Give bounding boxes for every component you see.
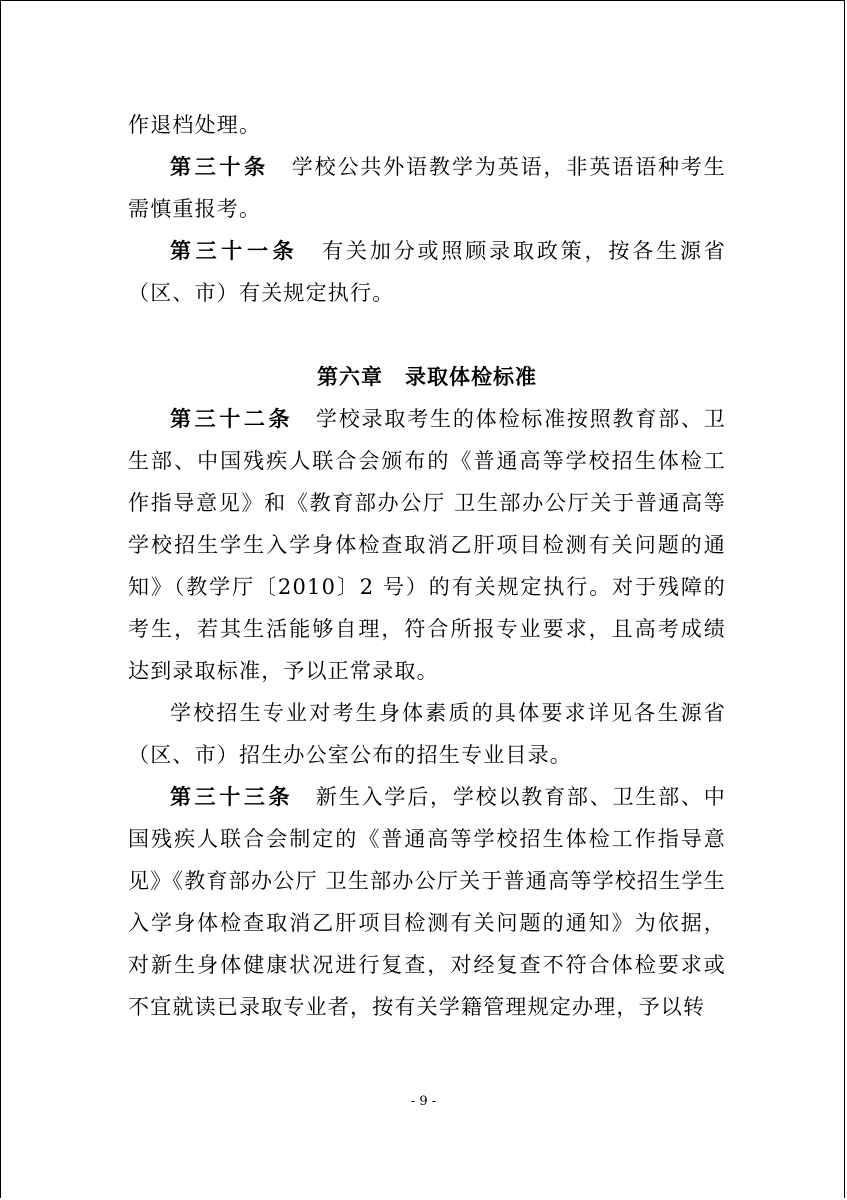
article-31-text: 有关加分或照顾录取政策，按各生源省（区、市）有关规定执行。 xyxy=(128,239,727,305)
document-body xyxy=(128,104,726,1028)
article-30-text: 学校公共外语教学为英语，非英语语种考生需慎重报考。 xyxy=(128,155,726,221)
paragraph-physical-requirements: 学校招生专业对考生身体素质的具体要求详见各生源省（区、市）招生办公室公布的招生专业目录。 xyxy=(128,701,726,767)
paragraph-continuation: 作退档处理。 xyxy=(128,113,262,137)
article-31-label: 第三十一条 xyxy=(170,239,299,263)
article-33-text: 新生入学后，学校以教育部、卫生部、中国残疾人联合会制定的《普通高等学校招生体检工作指导意见》《教育部办公厅 卫生部办公厅关于普通高等学校招生学生入学身体检查取消乙肝项目检测有关问题的通知》为依据，对新生身体健康状况进行复查，对经复查不符合体检要求或不宜就读已录取专业者，按有关学籍管理规定办理，予以转 xyxy=(128,785,727,1019)
article-33 xyxy=(128,776,726,1028)
article-30 xyxy=(128,146,726,230)
article-32-label: 第三十二条 xyxy=(170,407,294,431)
article-30-label: 第三十条 xyxy=(170,155,269,179)
chapter-title: 第六章 录取体检标准 xyxy=(317,365,537,389)
article-32 xyxy=(128,398,726,692)
article-31 xyxy=(128,230,726,314)
article-33-label: 第三十三条 xyxy=(170,785,294,809)
page-number: - 9 - xyxy=(410,1094,437,1109)
article-32-text: 学校录取考生的体检标准按照教育部、卫生部、中国残疾人联合会颁布的《普通高等学校招生体检工作指导意见》和《教育部办公厅 卫生部办公厅关于普通高等学校招生学生入学身体检查取消乙肝项目检测有关问题的通知》（教学厅〔2010〕2 号）的有关规定执行。对于残障的考生，若其生活能够自理，符合所报专业要求，且高考成绩达到录取标准，予以正常录取。 xyxy=(128,407,727,683)
